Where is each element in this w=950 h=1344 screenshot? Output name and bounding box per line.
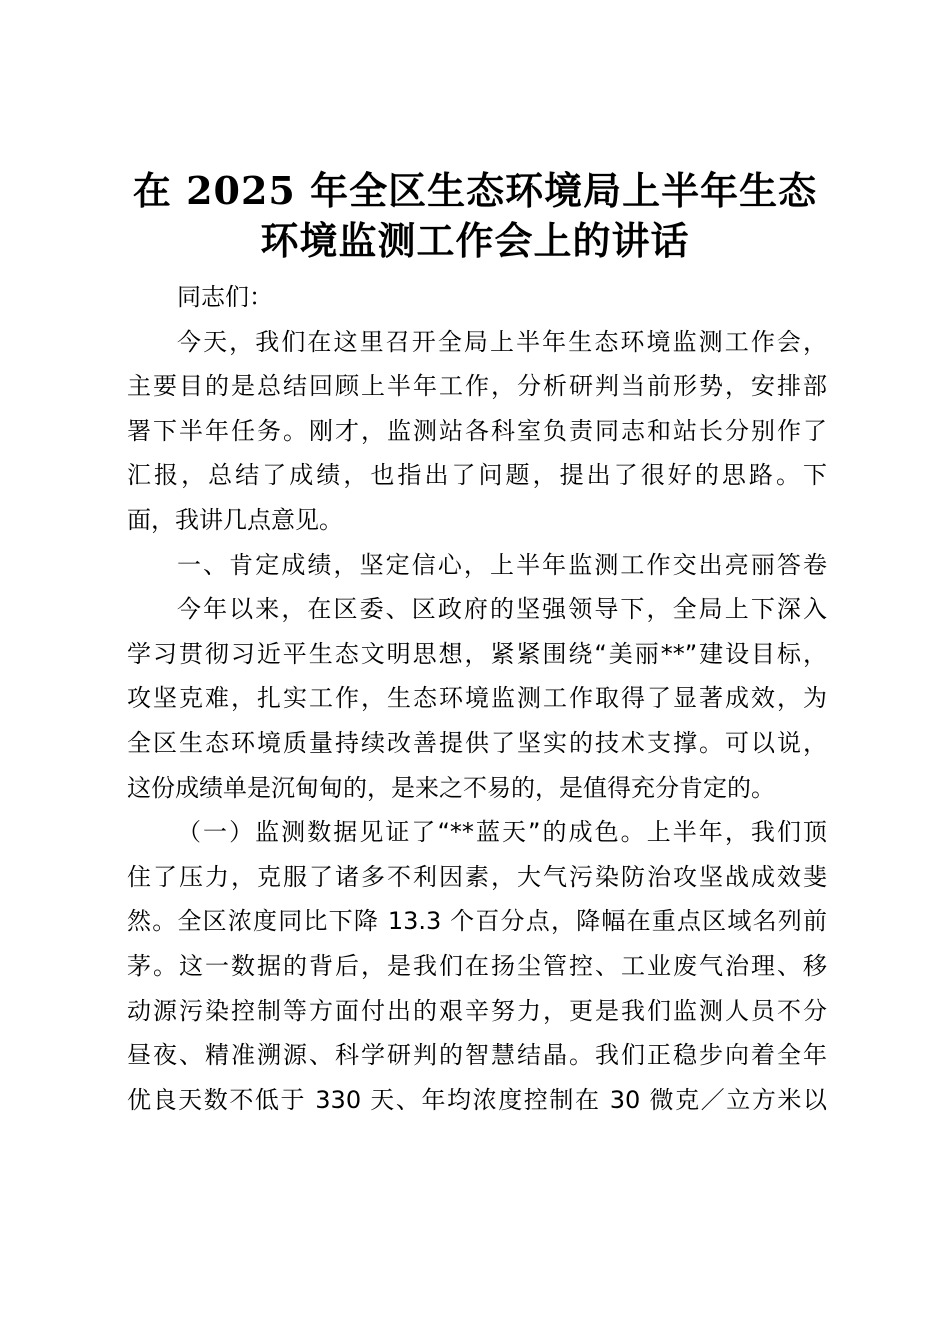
body-text-line: 面，我讲几点意见。 <box>127 505 343 534</box>
body-text-line: （一）监测数据见证了“**蓝天”的成色。上半年，我们顶 <box>177 818 827 847</box>
body-text-line: 一、肯定成绩，坚定信心，上半年监测工作交出亮丽答卷 <box>177 550 827 579</box>
body-text-line: 然。全区浓度同比下降 13.3 个百分点，降幅在重点区域名列前 <box>127 907 827 936</box>
document-title <box>60 166 890 266</box>
body-text-line: 今年以来，在区委、区政府的坚强领导下，全局上下深入 <box>177 595 827 624</box>
body-text-line: 茅。这一数据的背后，是我们在扬尘管控、工业废气治理、移 <box>127 951 827 980</box>
body-text-line: 汇报，总结了成绩，也指出了问题，提出了很好的思路。下 <box>127 461 827 490</box>
document-body <box>127 275 827 1122</box>
body-text-line: 这份成绩单是沉甸甸的，是来之不易的，是值得充分肯定的。 <box>127 773 775 802</box>
title-line-2: 环境监测工作会上的讲话 <box>260 218 690 263</box>
body-text-line: 住了压力，克服了诸多不利因素，大气污染防治攻坚战成效斐 <box>127 862 827 891</box>
body-text-line: 优良天数不低于 330 天、年均浓度控制在 30 微克／立方米以 <box>127 1085 827 1114</box>
body-text-line: 今天，我们在这里召开全局上半年生态环境监测工作会， <box>177 327 827 356</box>
body-text-line: 学习贯彻习近平生态文明思想，紧紧围绕“美丽**”建设目标， <box>127 639 827 668</box>
title-line-1: 在 2025 年全区生态环境局上半年生态 <box>132 168 818 213</box>
body-text-line: 主要目的是总结回顾上半年工作，分析研判当前形势，安排部 <box>127 372 827 401</box>
body-text-line: 全区生态环境质量持续改善提供了坚实的技术支撑。可以说， <box>127 728 827 757</box>
body-text-line: 署下半年任务。刚才，监测站各科室负责同志和站长分别作了 <box>127 416 827 445</box>
body-text-line: 动源污染控制等方面付出的艰辛努力，更是我们监测人员不分 <box>127 996 827 1025</box>
body-text-line: 攻坚克难，扎实工作，生态环境监测工作取得了显著成效，为 <box>127 684 827 713</box>
body-text-line: 昼夜、精准溯源、科学研判的智慧结晶。我们正稳步向着全年 <box>127 1041 827 1070</box>
body-text-line: 同志们： <box>177 283 273 311</box>
